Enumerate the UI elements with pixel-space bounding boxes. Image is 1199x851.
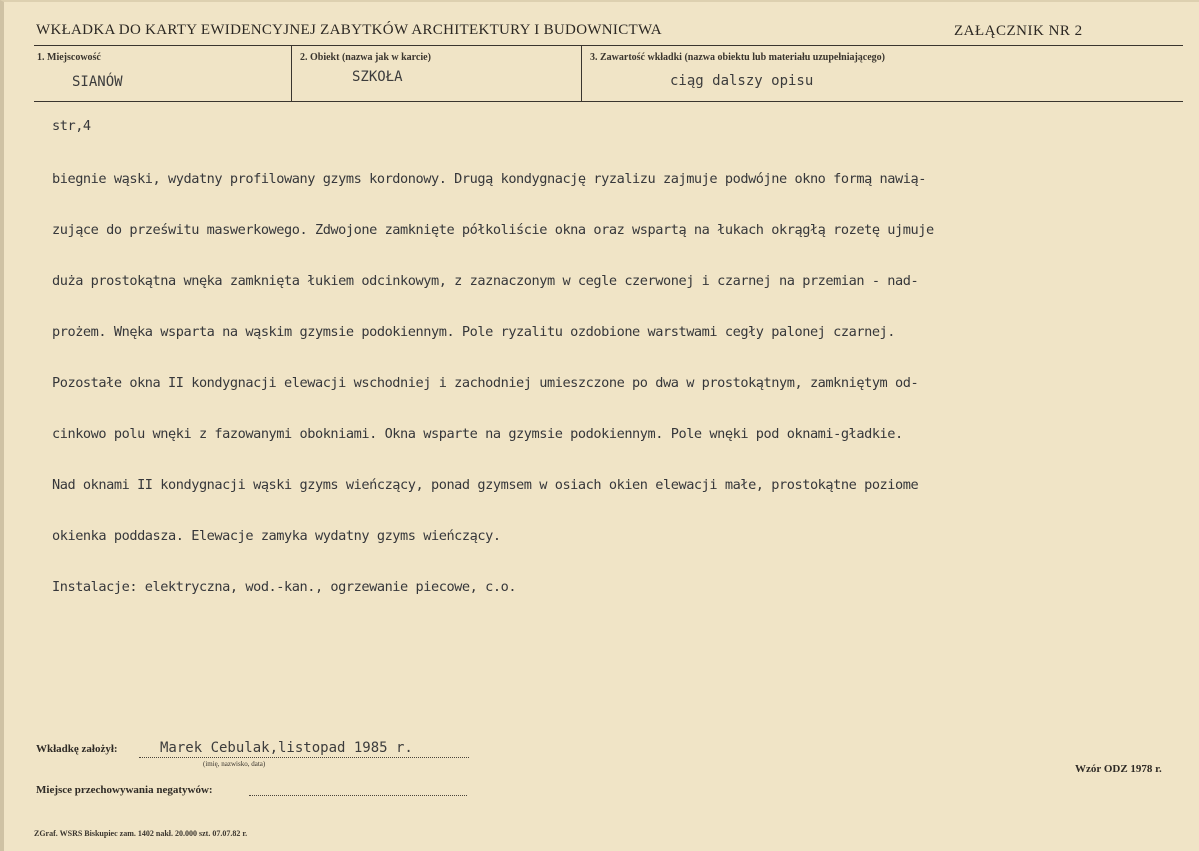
page-number: str,4 [52,118,91,134]
storage-label: Miejsce przechowywania negatywów: [36,784,213,796]
field-divider-1 [291,45,292,101]
text-line: duża prostokątna wnęka zamknięta łukiem odcinkowym, z zaznaczonym w cegle czerwonej i czarnej na przemian - nad- [52,273,919,289]
annex-number: ZAŁĄCZNIK NR 2 [954,23,1083,39]
fields-rule [34,101,1183,102]
template-version: Wzór ODZ 1978 r. [1075,763,1162,775]
card-title: WKŁADKA DO KARTY EWIDENCYJNEJ ZABYTKÓW ARCHITEKTURY I BUDOWNICTWA [36,22,662,38]
location-value: SIANÓW [72,74,123,90]
founder-value: Marek Cebulak,listopad 1985 r. [160,740,413,756]
contents-label: 3. Zawartość wkładki (nazwa obiektu lub materiału uzupełniającego) [590,52,886,63]
text-line: prożem. Wnęka wsparta na wąskim gzymsie podokiennym. Pole ryzalitu ozdobione warstwami cegły palonej czarnej. [52,324,896,340]
founder-label: Wkładkę założył: [36,743,118,755]
contents-value: ciąg dalszy opisu [670,73,814,89]
description-text [52,137,934,630]
text-line: Instalacje: elektryczna, wod.-kan., ogrzewanie piecowe, c.o. [52,579,517,595]
object-label: 2. Obiekt (nazwa jak w karcie) [300,52,431,63]
text-line: okienka poddasza. Elewacje zamyka wydatny gzyms wieńczący. [52,528,501,544]
object-value: SZKOŁA [352,69,403,85]
text-line: zujące do prześwitu maswerkowego. Zdwojone zamknięte półkoliście okna oraz wspartą na łukach okrągłą rozetę ujmuje [52,222,934,238]
header-rule [34,45,1183,46]
founder-dotted-line [139,757,469,758]
text-line: Nad oknami II kondygnacji wąski gzyms wieńczący, ponad gzymsem w osiach okien elewacji małe, prostokątne poziome [52,477,919,493]
storage-dotted-line [249,795,467,796]
text-line: cinkowo polu wnęki z fazowanymi obokniami. Okna wsparte na gzymsie podokiennym. Pole wnęki pod oknami-gładkie. [52,426,903,442]
field-divider-2 [581,45,582,101]
founder-note: (imię, nazwisko, data) [203,760,266,768]
location-label: 1. Miejscowość [37,52,101,63]
text-line: Pozostałe okna II kondygnacji elewacji wschodniej i zachodniej umieszczone po dwa w prostokątnym, zamkniętym od- [52,375,919,391]
print-info: ZGraf. WSRS Biskupiec zam. 1402 nakł. 20.000 szt. 07.07.82 r. [34,829,248,838]
text-line: biegnie wąski, wydatny profilowany gzyms kordonowy. Drugą kondygnację ryzalizu zajmuje podwójne okno formą nawią- [52,171,926,187]
